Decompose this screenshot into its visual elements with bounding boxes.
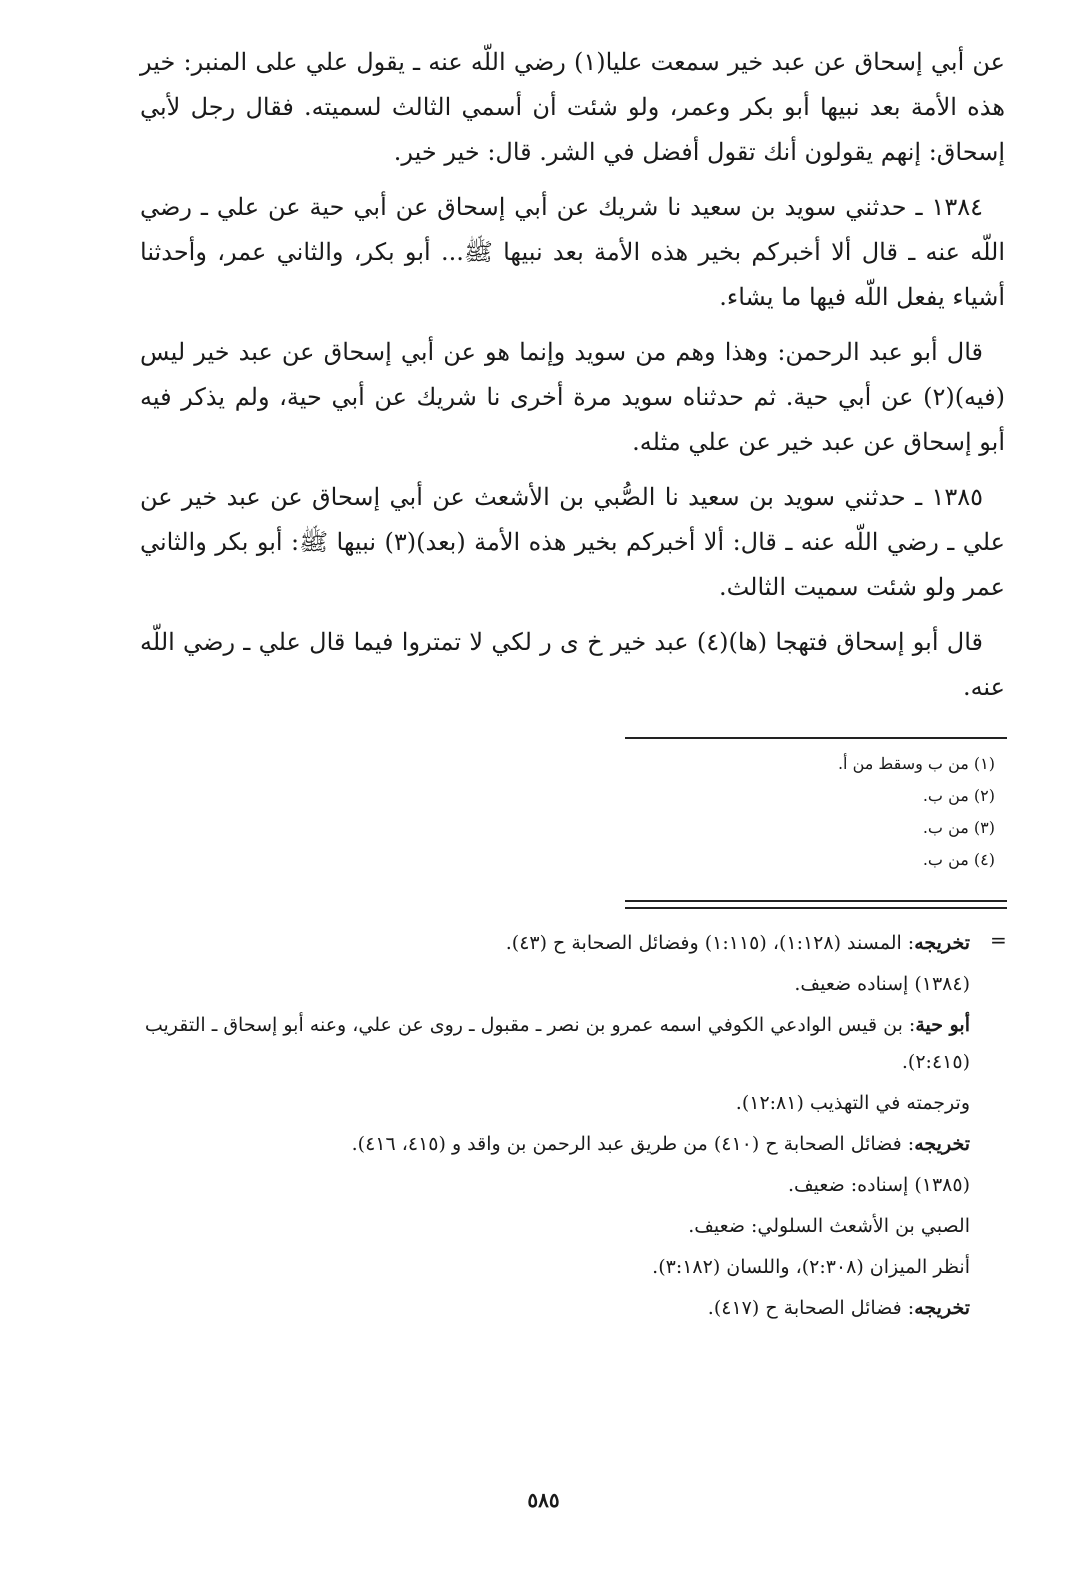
footnote-4: (٤) من ب. [922,850,995,869]
note-label: تخريجه [914,932,970,954]
paragraph-closing: قال أبو إسحاق فتهجا (ها)(٤) عبد خير خ ى ر لكي لا تمتروا فيما قال علي ـ رضي اللّه عنه. [140,628,1005,701]
page-number: ٥٨٥ [527,1488,560,1512]
paragraph-1: عن أبي إسحاق عن عبد خير سمعت عليا(١) رضي اللّه عنه ـ يقول علي على المنبر: خير هذه الأمة بعد نبيها أبو بكر وعمر، ولو شئت أن أسمي الثالث لسميته. فقال رجل لأبي إسحاق: إنهم يقولون أنك تقول أفضل في الشر. قال: خير خير. [140,48,1006,166]
footnote-3: (٣) من ب. [922,818,995,837]
note-abu-hayya [140,1007,970,1081]
note-isnad-1385: (١٣٨٥) إسناده: ضعيف. [787,1174,970,1196]
footnote-2: (٢) من ب. [922,786,995,805]
note-label: أبو حية [915,1014,970,1036]
notes-block [140,925,970,1331]
note-label: تخريجه [914,1133,970,1155]
note-takhrij-3 [140,1290,970,1327]
footnotes-block [600,748,995,876]
note-takhrij-1 [140,925,970,962]
continuation-mark: = [990,928,1007,952]
paragraph-1385: ١٣٨٥ ـ حدثني سويد بن سعيد نا الصُّبي بن الأشعث عن أبي إسحاق عن عبد خير عن علي ـ رضي اللّه عنه ـ قال: ألا أخبركم بخير هذه الأمة (بعد)(٣) نبيها ﷺ: أبو بكر والثاني عمر ولو شئت سميت الثالث. [140,483,1005,601]
note-tahdhib: وترجمته في التهذيب (١٢:٨١). [735,1092,970,1114]
main-text-block [140,40,1005,720]
note-text: : بن قيس الوادعي الكوفي اسمه عمرو بن نصر ـ مقبول ـ روى عن علي، وعنه أبو إسحاق ـ التقريب (٢:٤١٥). [144,1014,970,1073]
footnote-1: (١) من ب وسقط من أ. [837,754,995,773]
paragraph-commentary: قال أبو عبد الرحمن: وهذا وهم من سويد وإنما هو عن أبي إسحاق عن عبد خير ليس (فيه)(٢) عن أبي حية. ثم حدثناه سويد مرة أخرى نا شريك عن أبي حية، ولم يذكر فيه أبو إسحاق عن عبد خير عن علي مثله. [140,338,1005,456]
note-takhrij-2 [140,1126,970,1163]
note-text: : المسند (١:١٢٨)، (١:١١٥) وفضائل الصحابة ح (٤٣). [505,932,915,954]
note-text: : فضائل الصحابة ح (٤١٧). [707,1297,915,1319]
note-isnad-1384: (١٣٨٤) إسناده ضعيف. [794,973,970,995]
note-text: : فضائل الصحابة ح (٤١٠) من طريق عبد الرحمن بن واقد و (٤١٥، ٤١٦). [351,1133,915,1155]
notes-separator-top [625,900,1007,902]
note-mizan: أنظر الميزان (٢:٣٠٨)، واللسان (٣:١٨٢). [652,1256,970,1278]
footnote-separator [625,737,1007,739]
notes-separator-bottom [625,907,1007,909]
paragraph-1384: ١٣٨٤ ـ حدثني سويد بن سعيد نا شريك عن أبي إسحاق عن أبي حية عن علي ـ رضي اللّه عنه ـ قال ألا أخبركم بخير هذه الأمة بعد نبيها ﷺ... أبو بكر، والثاني عمر، وأحدثنا أشياء يفعل اللّه فيها ما يشاء. [140,193,1005,311]
note-subay: الصبي بن الأشعث السلولي: ضعيف. [688,1215,970,1237]
note-label: تخريجه [914,1297,970,1319]
